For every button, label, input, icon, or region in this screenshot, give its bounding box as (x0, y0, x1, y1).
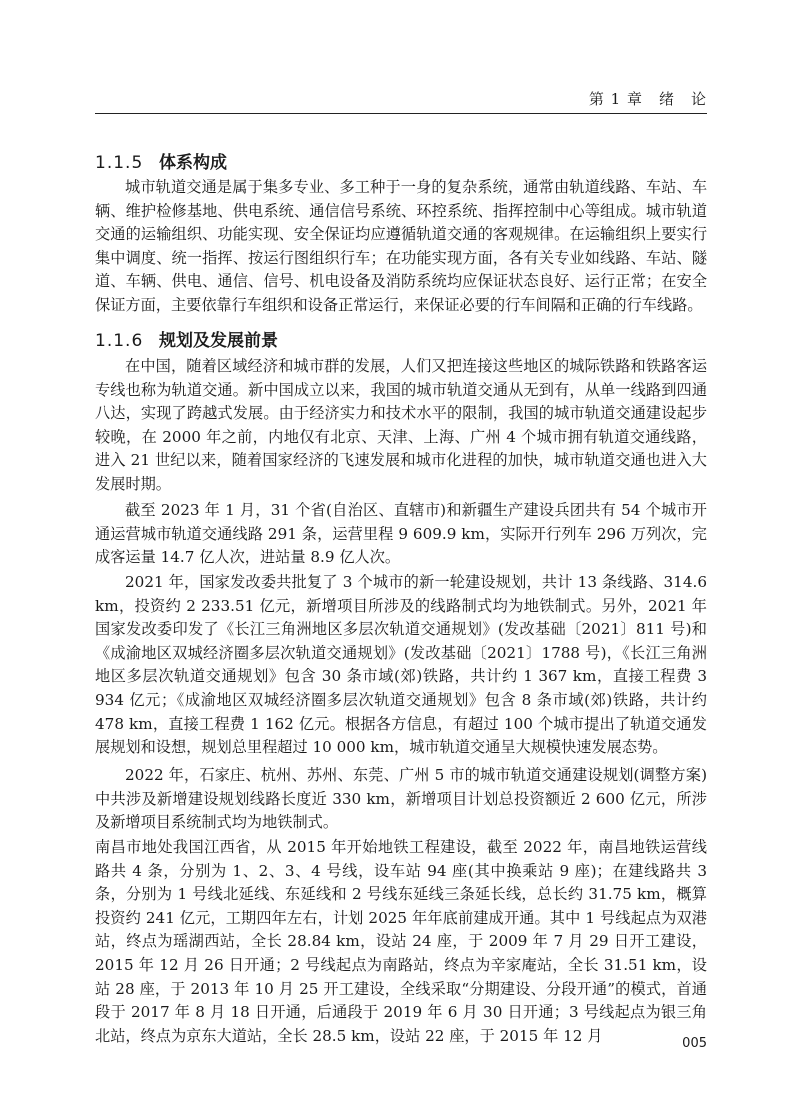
paragraph: 南昌市地处我国江西省，从 2015 年开始地铁工程建设，截至 2022 年，南昌地铁运营线路共 4 条，分别为 1、2、3、4 号线，设车站 94 座(其中换乘站 9 座)；在建线路共 3 条，分别为 1 号线北延线、东延线和 2 号线东延线三条延长线，总长约 31.75 km，概算投资约 241 亿元，工期四年左右，计划 2025 年年底前建成开通。其中 1 号线起点为双港站，终点为瑶湖西站，全长 28.84 km，设站 24 座，于 2009 年 7 月 29 日开工建设，2015 年 12 月 26 日开通；2 号线起点为南路站，终点为辛家庵站，全长 31.51 km，设站 28 座，于 2013 年 10 月 25 开工建设，全线采取“分期建设、分段开通”的模式，首通段于 2017 年 8 月 18 日开通，后通段于 2019 年 6 月 30 日开通；3 号线起点为银三角北站，终点为京东大道站，全长 28.5 km，设站 22 座，于 2015 年 12 月 (95, 838, 707, 1045)
page-number: 005 (682, 1036, 707, 1051)
section-title: 体系构成 (159, 153, 227, 173)
paragraph: 2022 年，石家庄、杭州、苏州、东莞、广州 5 市的城市轨道交通建设规划(调整方案)中共涉及新增建设规划线路长度近 330 km，新增项目计划总投资额近 2 600 亿元，所涉及新增项目系统制式均为地铁制式。 (95, 766, 707, 832)
section-heading-1-1-5 (95, 148, 227, 173)
running-header (95, 88, 707, 114)
section-heading-1-1-6 (95, 326, 278, 351)
section-number: 1.1.5 (95, 153, 144, 173)
chapter-title: 第 1 章 绪 论 (588, 90, 707, 108)
paragraph: 截至 2023 年 1 月，31 个省(自治区、直辖市)和新疆生产建设兵团共有 54 个城市开通运营城市轨道交通线路 291 条，运营里程 9 609.9 km，实际开行列车 296 万列次，完成客运量 14.7 亿人次，进站量 8.9 亿人次。 (95, 501, 707, 567)
section-number: 1.1.6 (95, 331, 144, 351)
paragraph: 城市轨道交通是属于集多专业、多工种于一身的复杂系统，通常由轨道线路、车站、车辆、维护检修基地、供电系统、通信信号系统、环控系统、指挥控制中心等组成。城市轨道交通的运输组织、功能实现、安全保证均应遵循轨道交通的客观规律。在运输组织上要实行集中调度、统一指挥、按运行图组织行车；在功能实现方面，各有关专业如线路、车站、隧道、车辆、供电、通信、信号、机电设备及消防系统均应保证状态良好、运行正常；在安全保证方面，主要依靠行车组织和设备正常运行，来保证必要的行车间隔和正确的行车线路。 (95, 178, 707, 314)
paragraph: 2021 年，国家发改委共批复了 3 个城市的新一轮建设规划，共计 13 条线路、314.6 km，投资约 2 233.51 亿元，新增项目所涉及的线路制式均为地铁制式。另外，2021 年国家发改委印发了《长江三角洲地区多层次轨道交通规划》(发改基础〔2021〕811 号)和《成渝地区双城经济圈多层次轨道交通规划》(发改基础〔2021〕1788 号)，《长江三角洲地区多层次轨道交通规划》包含 30 条市域(郊)铁路，共计约 1 367 km，直接工程费 3 934 亿元；《成渝地区双城经济圈多层次轨道交通规划》包含 8 条市域(郊)铁路，共计约 478 km，直接工程费 1 162 亿元。根据各方信息，有超过 100 个城市提出了轨道交通发展规划和设想，规划总里程超过 10 000 km，城市轨道交通呈大规模快速发展态势。 (95, 573, 707, 757)
header-rule (95, 113, 707, 114)
paragraph: 在中国，随着区域经济和城市群的发展，人们又把连接这些地区的城际铁路和铁路客运专线也称为轨道交通。新中国成立以来，我国的城市轨道交通从无到有，从单一线路到四通八达，实现了跨越式发展。由于经济实力和技术水平的限制，我国的城市轨道交通建设起步较晚，在 2000 年之前，内地仅有北京、天津、上海、广州 4 个城市拥有轨道交通线路，进入 21 世纪以来，随着国家经济的飞速发展和城市化进程的加快，城市轨道交通也进入大发展时期。 (95, 357, 707, 493)
section-title: 规划及发展前景 (159, 331, 278, 351)
